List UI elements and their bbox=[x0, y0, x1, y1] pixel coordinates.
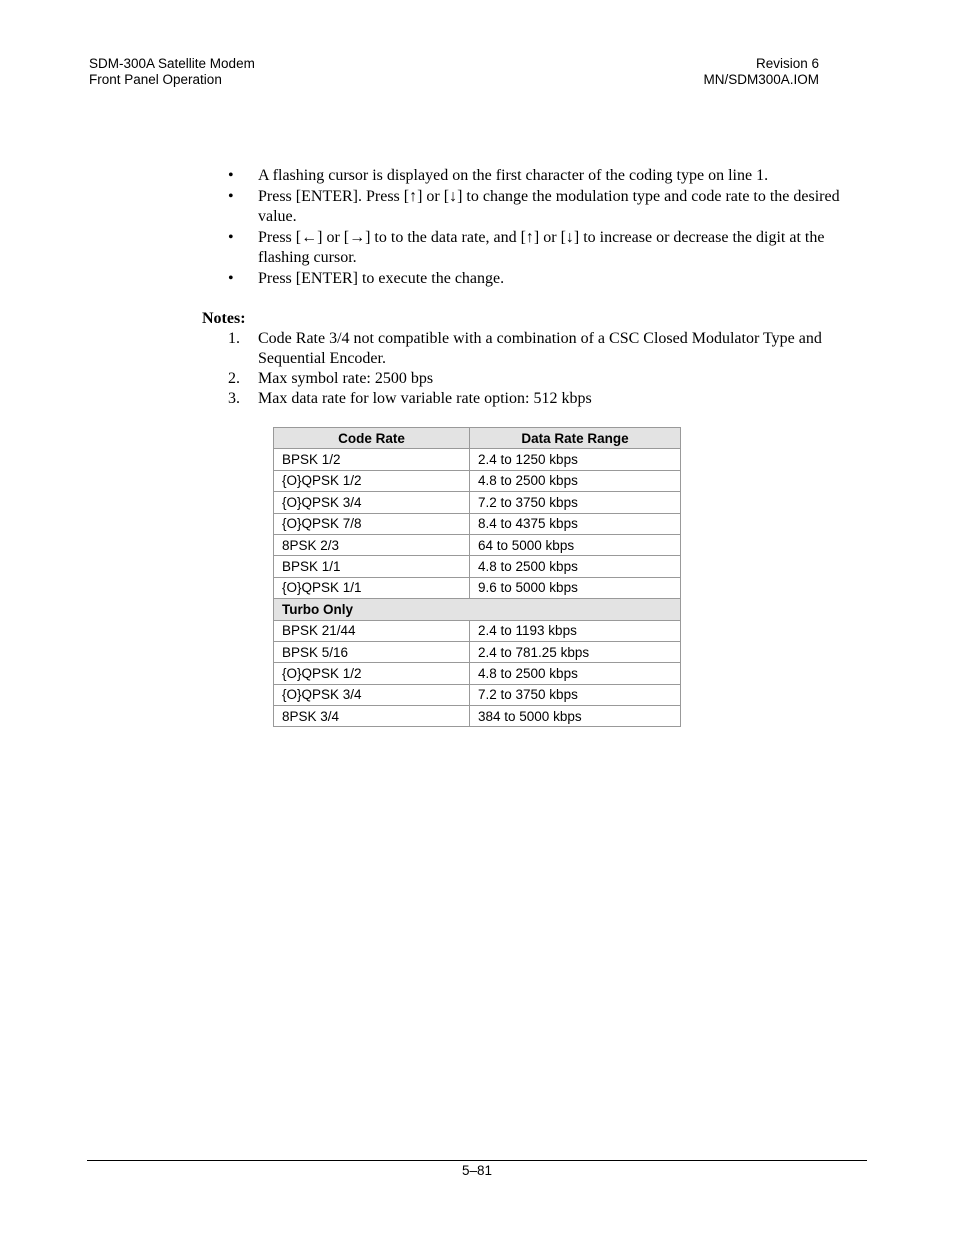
code-rate-cell: {O}QPSK 1/1 bbox=[274, 577, 470, 598]
page-number: 5–81 bbox=[461, 1163, 493, 1178]
list-item bbox=[228, 166, 868, 187]
data-rate-cell: 64 to 5000 kbps bbox=[470, 534, 681, 555]
code-rate-cell: {O}QPSK 1/2 bbox=[274, 470, 470, 491]
data-rate-cell: 2.4 to 1193 kbps bbox=[470, 620, 681, 641]
data-rate-cell: 7.2 to 3750 kbps bbox=[470, 492, 681, 513]
revision-label: Revision 6 bbox=[755, 56, 819, 71]
bullet-icon: • bbox=[228, 228, 234, 246]
table-row bbox=[274, 684, 681, 705]
table-row bbox=[274, 513, 681, 534]
data-rate-cell: 7.2 to 3750 kbps bbox=[470, 684, 681, 705]
code-rate-cell: 8PSK 2/3 bbox=[274, 534, 470, 555]
table-row bbox=[274, 470, 681, 491]
data-rate-cell: 384 to 5000 kbps bbox=[470, 706, 681, 727]
code-rate-cell: BPSK 1/1 bbox=[274, 556, 470, 577]
table-row bbox=[274, 663, 681, 684]
code-rate-cell: {O}QPSK 3/4 bbox=[274, 684, 470, 705]
data-rate-cell: 2.4 to 781.25 kbps bbox=[470, 641, 681, 662]
column-header-data-rate-range: Data Rate Range bbox=[470, 428, 681, 449]
data-rate-cell: 4.8 to 2500 kbps bbox=[470, 556, 681, 577]
document-id: MN/SDM300A.IOM bbox=[703, 72, 819, 87]
code-rate-cell: {O}QPSK 3/4 bbox=[274, 492, 470, 513]
table-row bbox=[274, 492, 681, 513]
table-row bbox=[274, 641, 681, 662]
notes-list bbox=[228, 329, 868, 409]
note-text: Code Rate 3/4 not compatible with a combination of a CSC Closed Modulator Type and Sequential Encoder. bbox=[258, 330, 822, 367]
code-rate-cell: BPSK 5/16 bbox=[274, 641, 470, 662]
bullet-icon: • bbox=[228, 187, 234, 205]
note-text: Max data rate for low variable rate option: 512 kbps bbox=[258, 390, 592, 407]
code-rate-cell: BPSK 1/2 bbox=[274, 449, 470, 470]
list-item bbox=[228, 269, 868, 290]
note-text: Max symbol rate: 2500 bps bbox=[258, 370, 434, 387]
page-header-right bbox=[703, 56, 819, 88]
code-rate-cell: {O}QPSK 1/2 bbox=[274, 663, 470, 684]
section-title: Front Panel Operation bbox=[89, 72, 222, 87]
note-number: 1. bbox=[228, 330, 240, 347]
document-title: SDM-300A Satellite Modem bbox=[89, 56, 255, 71]
note-number: 3. bbox=[228, 390, 240, 407]
code-rate-cell: 8PSK 3/4 bbox=[274, 706, 470, 727]
list-item bbox=[228, 329, 868, 369]
notes-heading: Notes: bbox=[202, 310, 246, 327]
bullet-icon: • bbox=[228, 269, 234, 287]
table-section-row bbox=[274, 599, 681, 620]
data-rate-cell: 4.8 to 2500 kbps bbox=[470, 470, 681, 491]
list-item bbox=[228, 389, 868, 409]
bullet-text: Press [←] or [→] to to the data rate, and [↑] or [↓] to increase or decrease the digit at the flashing cursor. bbox=[258, 228, 825, 266]
footer-divider bbox=[87, 1160, 867, 1161]
data-rate-cell: 9.6 to 5000 kbps bbox=[470, 577, 681, 598]
table-row bbox=[274, 534, 681, 555]
note-number: 2. bbox=[228, 370, 240, 387]
column-header-code-rate: Code Rate bbox=[274, 428, 470, 449]
table-row bbox=[274, 620, 681, 641]
code-rate-cell: BPSK 21/44 bbox=[274, 620, 470, 641]
code-rate-table bbox=[273, 427, 681, 727]
bullet-text: Press [ENTER]. Press [↑] or [↓] to change the modulation type and code rate to the desired value. bbox=[258, 187, 840, 225]
table-row bbox=[274, 706, 681, 727]
table-row bbox=[274, 577, 681, 598]
bullet-icon: • bbox=[228, 167, 234, 184]
data-rate-cell: 8.4 to 4375 kbps bbox=[470, 513, 681, 534]
instruction-list bbox=[228, 166, 868, 289]
list-item bbox=[228, 228, 868, 269]
page-header-left bbox=[89, 56, 255, 88]
bullet-text: A flashing cursor is displayed on the first character of the coding type on line 1. bbox=[258, 167, 769, 184]
bullet-text: Press [ENTER] to execute the change. bbox=[258, 269, 505, 287]
table-row bbox=[274, 449, 681, 470]
section-label-turbo-only: Turbo Only bbox=[274, 599, 681, 620]
data-rate-cell: 2.4 to 1250 kbps bbox=[470, 449, 681, 470]
data-rate-cell: 4.8 to 2500 kbps bbox=[470, 663, 681, 684]
table-header-row bbox=[274, 428, 681, 449]
table-row bbox=[274, 556, 681, 577]
list-item bbox=[228, 369, 868, 389]
list-item bbox=[228, 187, 868, 228]
code-rate-cell: {O}QPSK 7/8 bbox=[274, 513, 470, 534]
